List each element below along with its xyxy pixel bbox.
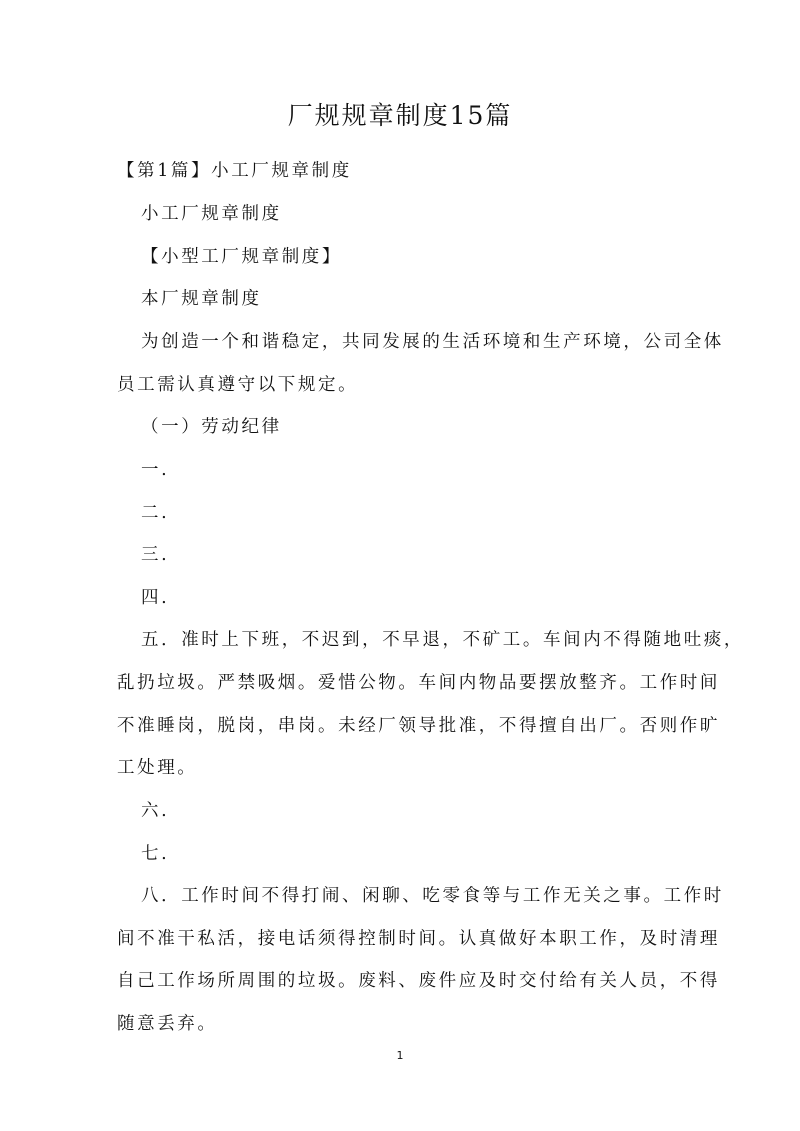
list-item: 六.	[141, 801, 170, 821]
list-item: 二.	[141, 503, 170, 523]
list-item: 三.	[141, 545, 170, 565]
list-item: 四.	[141, 588, 170, 608]
list-item: 五．准时上下班，不迟到，不早退，不矿工。车间内不得随地吐痰，	[141, 630, 744, 650]
document-title: 厂规规章制度15篇	[287, 101, 513, 130]
paragraph-line: 【小型工厂规章制度】	[141, 247, 342, 267]
list-item: 七.	[141, 844, 170, 864]
paragraph-line: 小工厂规章制度	[141, 204, 282, 224]
paragraph-line: 不准睡岗，脱岗，串岗。未经厂领导批准，不得擅自出厂。否则作旷	[117, 716, 720, 736]
list-item: 八．工作时间不得打闹、闲聊、吃零食等与工作无关之事。工作时	[141, 886, 724, 906]
paragraph-line: 员工需认真遵守以下规定。	[117, 375, 359, 395]
page-number: 1	[396, 1049, 404, 1062]
paragraph-line: 工处理。	[117, 758, 198, 778]
list-item: 一.	[141, 460, 170, 480]
paragraph-line: 为创造一个和谐稳定，共同发展的生活环境和生产环境，公司全体	[141, 332, 724, 352]
paragraph-line: 乱扔垃圾。严禁吸烟。爱惜公物。车间内物品要摆放整齐。工作时间	[117, 673, 720, 693]
paragraph-line: 自己工作场所周围的垃圾。废料、废件应及时交付给有关人员，不得	[117, 971, 720, 991]
paragraph-line: 随意丢弃。	[117, 1014, 218, 1034]
section-heading: 【第1篇】小工厂规章制度	[117, 161, 352, 181]
paragraph-line: 本厂规章制度	[141, 289, 262, 309]
paragraph-line: 间不准干私活，接电话须得控制时间。认真做好本职工作，及时清理	[117, 929, 720, 949]
subsection-heading: （一）劳动纪律	[141, 417, 282, 437]
